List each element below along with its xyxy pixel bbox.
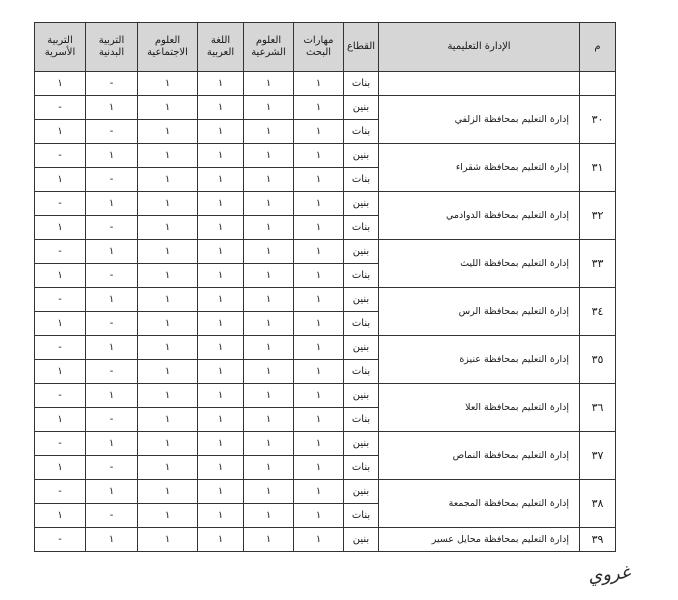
cell-sector: بنين xyxy=(344,480,379,504)
cell-physical-education: ١ xyxy=(86,528,138,552)
header-research-skills: مهارات البحث xyxy=(294,23,344,72)
header-sharia-sciences: العلوم الشرعية xyxy=(244,23,294,72)
cell-sector: بنات xyxy=(344,72,379,96)
cell-physical-education: - xyxy=(86,360,138,384)
header-education-department: الإدارة التعليمية xyxy=(379,23,580,72)
cell-physical-education: - xyxy=(86,408,138,432)
cell-arabic-language: ١ xyxy=(198,456,244,480)
header-row xyxy=(35,23,616,72)
cell-research-skills: ١ xyxy=(294,504,344,528)
cell-research-skills: ١ xyxy=(294,336,344,360)
cell-arabic-language: ١ xyxy=(198,432,244,456)
cell-sharia-sciences: ١ xyxy=(244,96,294,120)
cell-physical-education: ١ xyxy=(86,384,138,408)
cell-sharia-sciences: ١ xyxy=(244,120,294,144)
cell-family-education: ١ xyxy=(35,504,86,528)
cell-family-education: ١ xyxy=(35,408,86,432)
cell-sharia-sciences: ١ xyxy=(244,312,294,336)
cell-social-sciences: ١ xyxy=(138,120,198,144)
cell-arabic-language: ١ xyxy=(198,528,244,552)
cell-physical-education: - xyxy=(86,168,138,192)
cell-sector: بنات xyxy=(344,120,379,144)
table-row xyxy=(35,288,616,312)
cell-family-education: - xyxy=(35,528,86,552)
cell-arabic-language: ١ xyxy=(198,264,244,288)
cell-family-education: ١ xyxy=(35,456,86,480)
header-arabic-language: اللغة العربية xyxy=(198,23,244,72)
cell-arabic-language: ١ xyxy=(198,480,244,504)
header-social-sciences: العلوم الاجتماعية xyxy=(138,23,198,72)
cell-physical-education: - xyxy=(86,72,138,96)
cell-social-sciences: ١ xyxy=(138,432,198,456)
cell-arabic-language: ١ xyxy=(198,504,244,528)
cell-physical-education: ١ xyxy=(86,96,138,120)
cell-arabic-language: ١ xyxy=(198,312,244,336)
table-body xyxy=(35,72,616,552)
cell-sector: بنات xyxy=(344,216,379,240)
cell-sector: بنين xyxy=(344,288,379,312)
cell-research-skills: ١ xyxy=(294,72,344,96)
cell-social-sciences: ١ xyxy=(138,312,198,336)
cell-education-department: إدارة التعليم بمحافظة الليث xyxy=(379,240,580,288)
cell-education-department: إدارة التعليم بمحافظة الدوادمي xyxy=(379,192,580,240)
cell-research-skills: ١ xyxy=(294,96,344,120)
cell-education-department: إدارة التعليم بمحافظة الرس xyxy=(379,288,580,336)
cell-row-number xyxy=(580,72,616,96)
cell-sharia-sciences: ١ xyxy=(244,72,294,96)
cell-row-number: ٣٦ xyxy=(580,384,616,432)
allocation-table xyxy=(34,22,616,552)
cell-family-education: - xyxy=(35,384,86,408)
cell-research-skills: ١ xyxy=(294,144,344,168)
cell-sector: بنين xyxy=(344,240,379,264)
cell-sector: بنين xyxy=(344,96,379,120)
cell-sector: بنات xyxy=(344,168,379,192)
cell-research-skills: ١ xyxy=(294,408,344,432)
cell-research-skills: ١ xyxy=(294,456,344,480)
cell-research-skills: ١ xyxy=(294,240,344,264)
cell-arabic-language: ١ xyxy=(198,120,244,144)
cell-sector: بنات xyxy=(344,264,379,288)
cell-physical-education: ١ xyxy=(86,336,138,360)
table-row xyxy=(35,96,616,120)
cell-arabic-language: ١ xyxy=(198,216,244,240)
cell-sharia-sciences: ١ xyxy=(244,144,294,168)
cell-family-education: ١ xyxy=(35,168,86,192)
cell-social-sciences: ١ xyxy=(138,240,198,264)
cell-family-education: - xyxy=(35,144,86,168)
cell-sharia-sciences: ١ xyxy=(244,168,294,192)
cell-physical-education: - xyxy=(86,216,138,240)
cell-family-education: ١ xyxy=(35,264,86,288)
cell-physical-education: - xyxy=(86,456,138,480)
table-row xyxy=(35,240,616,264)
handwritten-signature: غروي xyxy=(587,561,632,588)
table-row xyxy=(35,432,616,456)
table-row xyxy=(35,336,616,360)
cell-row-number: ٣٩ xyxy=(580,528,616,552)
cell-physical-education: ١ xyxy=(86,192,138,216)
cell-sector: بنات xyxy=(344,360,379,384)
cell-research-skills: ١ xyxy=(294,528,344,552)
cell-sector: بنين xyxy=(344,528,379,552)
cell-family-education: ١ xyxy=(35,72,86,96)
cell-social-sciences: ١ xyxy=(138,528,198,552)
cell-sector: بنين xyxy=(344,432,379,456)
cell-sharia-sciences: ١ xyxy=(244,480,294,504)
cell-social-sciences: ١ xyxy=(138,336,198,360)
cell-social-sciences: ١ xyxy=(138,96,198,120)
cell-arabic-language: ١ xyxy=(198,144,244,168)
cell-row-number: ٣١ xyxy=(580,144,616,192)
cell-education-department: إدارة التعليم بمحافظة محايل عسير xyxy=(379,528,580,552)
header-sector: القطاع xyxy=(344,23,379,72)
cell-research-skills: ١ xyxy=(294,120,344,144)
cell-research-skills: ١ xyxy=(294,360,344,384)
cell-physical-education: ١ xyxy=(86,432,138,456)
cell-sharia-sciences: ١ xyxy=(244,456,294,480)
cell-education-department: إدارة التعليم بمحافظة المجمعة xyxy=(379,480,580,528)
cell-row-number: ٣٤ xyxy=(580,288,616,336)
cell-sector: بنين xyxy=(344,384,379,408)
header-family-education: التربية الأسرية xyxy=(35,23,86,72)
header-number: م xyxy=(580,23,616,72)
cell-research-skills: ١ xyxy=(294,288,344,312)
cell-sharia-sciences: ١ xyxy=(244,336,294,360)
cell-sector: بنين xyxy=(344,192,379,216)
cell-physical-education: - xyxy=(86,264,138,288)
cell-sector: بنات xyxy=(344,456,379,480)
cell-family-education: ١ xyxy=(35,216,86,240)
cell-research-skills: ١ xyxy=(294,312,344,336)
cell-physical-education: ١ xyxy=(86,144,138,168)
cell-physical-education: - xyxy=(86,120,138,144)
cell-physical-education: - xyxy=(86,504,138,528)
cell-row-number: ٣٨ xyxy=(580,480,616,528)
cell-family-education: - xyxy=(35,336,86,360)
cell-research-skills: ١ xyxy=(294,384,344,408)
cell-arabic-language: ١ xyxy=(198,360,244,384)
table-row xyxy=(35,192,616,216)
cell-research-skills: ١ xyxy=(294,192,344,216)
cell-social-sciences: ١ xyxy=(138,480,198,504)
cell-sector: بنات xyxy=(344,408,379,432)
cell-research-skills: ١ xyxy=(294,168,344,192)
cell-physical-education: ١ xyxy=(86,240,138,264)
cell-social-sciences: ١ xyxy=(138,192,198,216)
cell-family-education: ١ xyxy=(35,312,86,336)
cell-sector: بنين xyxy=(344,336,379,360)
cell-sharia-sciences: ١ xyxy=(244,264,294,288)
cell-arabic-language: ١ xyxy=(198,240,244,264)
table-row xyxy=(35,72,616,96)
cell-research-skills: ١ xyxy=(294,432,344,456)
cell-research-skills: ١ xyxy=(294,216,344,240)
cell-sharia-sciences: ١ xyxy=(244,528,294,552)
cell-social-sciences: ١ xyxy=(138,144,198,168)
table-row xyxy=(35,480,616,504)
cell-sharia-sciences: ١ xyxy=(244,192,294,216)
cell-social-sciences: ١ xyxy=(138,384,198,408)
cell-sector: بنين xyxy=(344,144,379,168)
table-row xyxy=(35,144,616,168)
cell-arabic-language: ١ xyxy=(198,408,244,432)
cell-arabic-language: ١ xyxy=(198,96,244,120)
cell-sharia-sciences: ١ xyxy=(244,216,294,240)
cell-education-department xyxy=(379,72,580,96)
cell-education-department: إدارة التعليم بمحافظة العلا xyxy=(379,384,580,432)
cell-social-sciences: ١ xyxy=(138,456,198,480)
cell-social-sciences: ١ xyxy=(138,408,198,432)
cell-social-sciences: ١ xyxy=(138,288,198,312)
table-row xyxy=(35,384,616,408)
cell-family-education: - xyxy=(35,240,86,264)
cell-education-department: إدارة التعليم بمحافظة النماص xyxy=(379,432,580,480)
cell-sharia-sciences: ١ xyxy=(244,360,294,384)
cell-sharia-sciences: ١ xyxy=(244,408,294,432)
cell-sharia-sciences: ١ xyxy=(244,240,294,264)
cell-education-department: إدارة التعليم بمحافظة عنيزة xyxy=(379,336,580,384)
cell-social-sciences: ١ xyxy=(138,168,198,192)
cell-social-sciences: ١ xyxy=(138,72,198,96)
cell-arabic-language: ١ xyxy=(198,192,244,216)
header-physical-education: التربية البدنية xyxy=(86,23,138,72)
cell-social-sciences: ١ xyxy=(138,216,198,240)
table-row xyxy=(35,528,616,552)
cell-family-education: - xyxy=(35,432,86,456)
cell-family-education: ١ xyxy=(35,360,86,384)
cell-sharia-sciences: ١ xyxy=(244,504,294,528)
cell-education-department: إدارة التعليم بمحافظة شقراء xyxy=(379,144,580,192)
cell-sharia-sciences: ١ xyxy=(244,384,294,408)
cell-social-sciences: ١ xyxy=(138,264,198,288)
cell-row-number: ٣٢ xyxy=(580,192,616,240)
cell-sector: بنات xyxy=(344,312,379,336)
cell-family-education: - xyxy=(35,96,86,120)
cell-row-number: ٣٣ xyxy=(580,240,616,288)
cell-research-skills: ١ xyxy=(294,264,344,288)
cell-family-education: - xyxy=(35,192,86,216)
cell-arabic-language: ١ xyxy=(198,336,244,360)
cell-row-number: ٣٧ xyxy=(580,432,616,480)
cell-sharia-sciences: ١ xyxy=(244,288,294,312)
cell-arabic-language: ١ xyxy=(198,288,244,312)
cell-family-education: ١ xyxy=(35,120,86,144)
cell-physical-education: - xyxy=(86,312,138,336)
cell-arabic-language: ١ xyxy=(198,168,244,192)
cell-sector: بنات xyxy=(344,504,379,528)
cell-arabic-language: ١ xyxy=(198,384,244,408)
cell-physical-education: ١ xyxy=(86,480,138,504)
cell-arabic-language: ١ xyxy=(198,72,244,96)
cell-family-education: - xyxy=(35,288,86,312)
cell-sharia-sciences: ١ xyxy=(244,432,294,456)
cell-row-number: ٣٠ xyxy=(580,96,616,144)
cell-research-skills: ١ xyxy=(294,480,344,504)
cell-social-sciences: ١ xyxy=(138,504,198,528)
cell-social-sciences: ١ xyxy=(138,360,198,384)
cell-physical-education: ١ xyxy=(86,288,138,312)
cell-family-education: - xyxy=(35,480,86,504)
cell-row-number: ٣٥ xyxy=(580,336,616,384)
cell-education-department: إدارة التعليم بمحافظة الزلفي xyxy=(379,96,580,144)
